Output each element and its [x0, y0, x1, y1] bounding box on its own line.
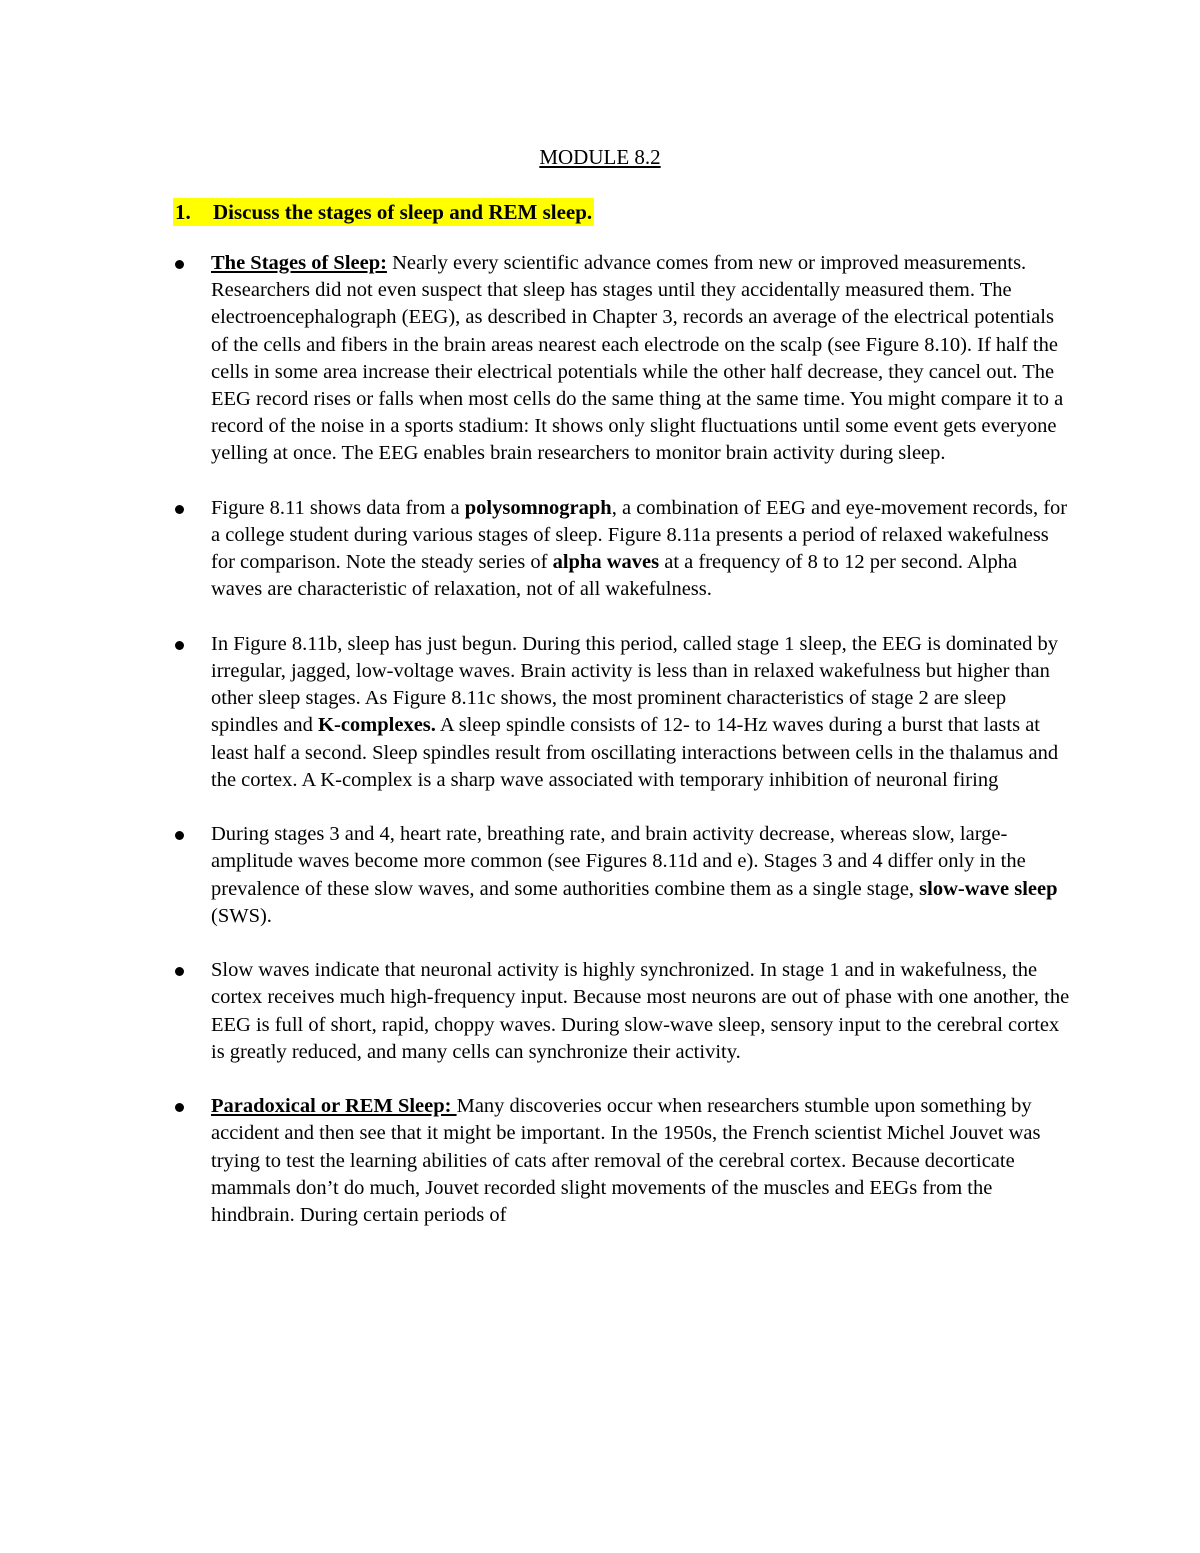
bullet-rem-sleep: [172, 1093, 1072, 1229]
bullet-heading: The Stages of Sleep:: [211, 252, 387, 274]
bold-term: K-complexes.: [318, 714, 436, 737]
bullet-dot-icon: [175, 260, 184, 269]
bullet-text: Many discoveries occur when researchers stumble upon something by accident and then see that it might be important. In the 1950s, the French scientist Michel Jouvet was trying to test the learning abilities of cats after removal of the cerebral cortex. Because decorticate mammals don’t do much, Jouvet recorded slight movements of the muscles and EEGs from the hindbrain. During certain periods of: [211, 1095, 1041, 1227]
bullet-polysomnograph: [172, 495, 1072, 604]
bullet-text: In Figure 8.11b, sleep has just begun. During this period, called stage 1 sleep, the EEG is dominated by irregular, jagged, low-voltage waves. Brain activity is less than in relaxed wakefulness but higher than other sleep stages. As Figure 8.11c shows, the most prominent characteristics of stage 2 are sleep spindles and: [211, 632, 1058, 737]
bullet-dot-icon: [175, 505, 184, 514]
bullet-slow-waves: [172, 957, 1072, 1066]
bullet-text: Figure 8.11 shows data from a: [211, 496, 465, 519]
bullet-text: Nearly every scientific advance comes from new or improved measurements. Researchers did not even suspect that sleep has stages until they accidentally measured them. The electroencephalograph (EEG), as described in Chapter 3, records an average of the electrical potentials of the cells and fibers in the brain areas nearest each electrode on the scalp (see Figure 8.10). If half the cells in some area increase their electrical potentials while the other half decrease, they cancel out. The EEG record rises or falls when most cells do the same thing at the same time. You might compare it to a record of the noise in a sports stadium: It shows only slight fluctuations until some event gets everyone yelling at once. The EEG enables brain researchers to monitor brain activity during sleep.: [211, 252, 1064, 465]
bullet-stage-3-4: [172, 821, 1072, 930]
bullet-list: [172, 250, 1072, 1256]
bullet-dot-icon: [175, 967, 184, 976]
bold-term: alpha waves: [552, 551, 660, 574]
bullet-text: , a combination of EEG and eye-movement records, for a college student during various stages of sleep. Figure 8.11a presents a period of relaxed wakefulness for comparison. Note the steady series of: [211, 496, 1068, 574]
bullet-dot-icon: [175, 1103, 184, 1112]
bullet-dot-icon: [175, 641, 184, 650]
bullet-heading: Paradoxical or REM Sleep:: [211, 1095, 457, 1118]
bullet-stage-1-2: [172, 631, 1072, 794]
question-text: Discuss the stages of sleep and REM sleep.: [213, 200, 593, 224]
bullet-text: (SWS).: [211, 904, 272, 927]
bold-term: slow-wave sleep: [919, 877, 1058, 900]
bold-term: polysomnograph: [464, 496, 612, 519]
bullet-dot-icon: [175, 831, 184, 840]
bullet-text: A sleep spindle consists of 12- to 14-Hz waves during a burst that lasts at least half a second. Sleep spindles result from oscillating interactions between cells in the thalamus and the cortex. A K-complex is a sharp wave associated with temporary inhibition of neuronal firing: [211, 714, 1059, 791]
bullet-stages-of-sleep: [172, 250, 1072, 468]
module-title: MODULE 8.2: [539, 145, 661, 169]
bullet-text: at a frequency of 8 to 12 per second. Alpha waves are characteristic of relaxation, not of all wakefulness.: [211, 551, 1018, 601]
bullet-text: Slow waves indicate that neuronal activity is highly synchronized. In stage 1 and in wakefulness, the cortex receives much high-frequency input. Because most neurons are out of phase with one another, the EEG is full of short, rapid, choppy waves. During slow-wave sleep, sensory input to the cerebral cortex is greatly reduced, and many cells can synchronize their activity.: [211, 959, 1070, 1063]
bullet-text: During stages 3 and 4, heart rate, breathing rate, and brain activity decrease, whereas slow, large-amplitude waves become more common (see Figures 8.11d and e). Stages 3 and 4 differ only in the prevalence of these slow waves, and some authorities combine them as a single stage,: [211, 823, 1026, 900]
question-heading: [173, 198, 594, 226]
question-number: 1.: [175, 200, 191, 224]
